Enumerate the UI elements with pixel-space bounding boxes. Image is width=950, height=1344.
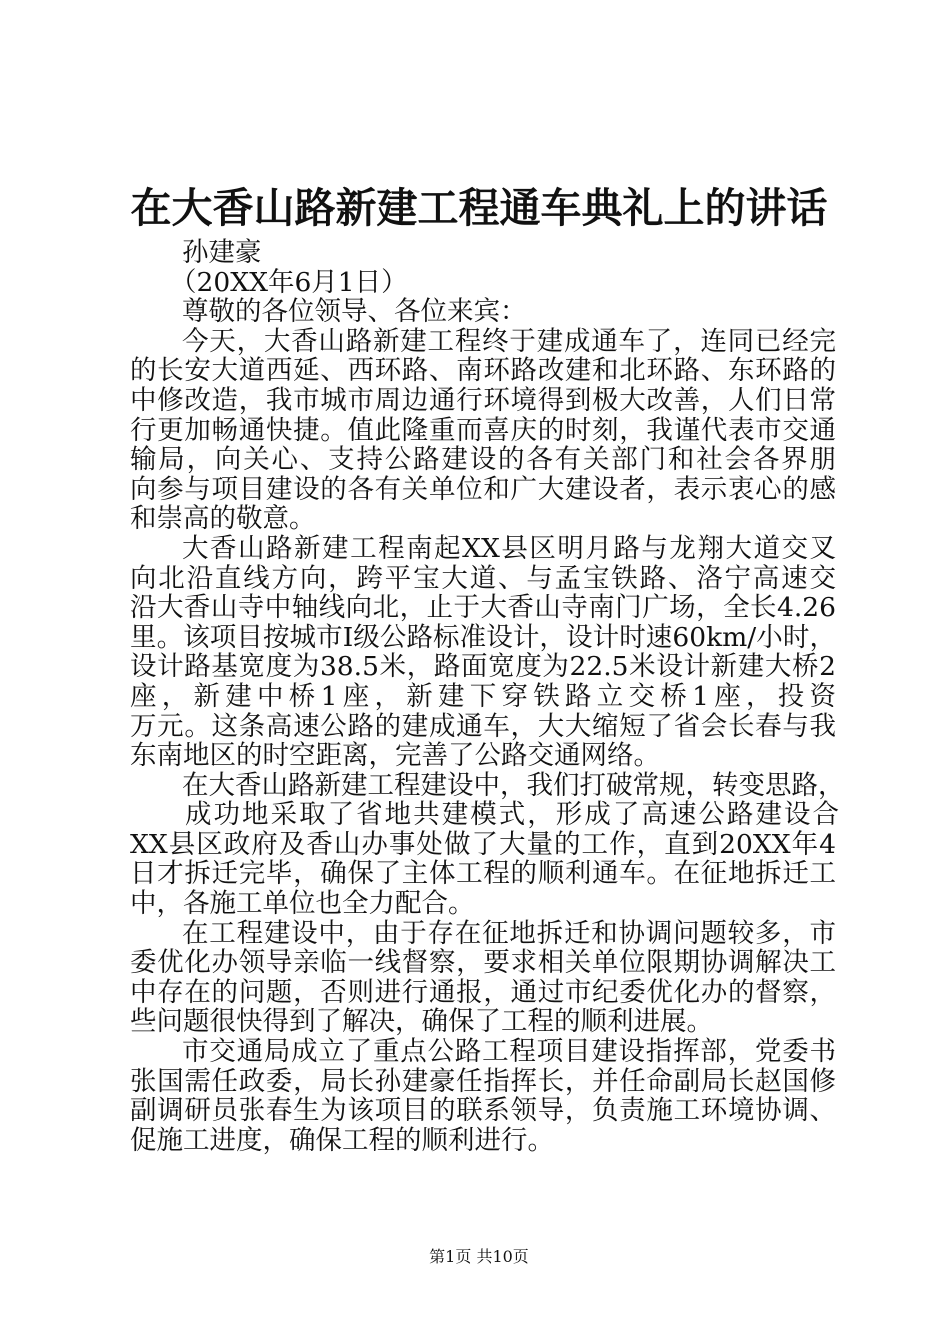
author: 孙建豪 [182, 237, 262, 268]
paragraph-line: 座，新建中桥1座，新建下穿铁路立交桥1座，投资 [130, 681, 836, 712]
paragraph-line: 向北沿直线方向，跨平宝大道、与孟宝铁路、洛宁高速交 [130, 563, 836, 594]
paragraph-line: 中，各施工单位也全力配合。 [130, 888, 475, 920]
date: （20XX年6月1日） [170, 266, 408, 298]
paragraph-line: 设计路基宽度为38.5米，路面宽度为22.5米设计新建大桥2 [130, 652, 836, 682]
salutation: 尊敬的各位领导、各位来宾： [182, 296, 527, 328]
paragraph [130, 1037, 836, 1155]
paragraph-line: 在工程建设中，由于存在征地拆迁和协调问题较多，市 [182, 918, 836, 949]
paragraph-line: 副调研员张春生为该项目的联系领导，负责施工环境协调、 [130, 1096, 836, 1126]
paragraph-line: XX县区政府及香山办事处做了大量的工作，直到20XX年4 [130, 829, 836, 860]
paragraph-line: 东南地区的时空距离，完善了公路交通网络。 [130, 740, 660, 772]
paragraph-line: 中存在的问题，否则进行通报，通过市纪委优化办的督察， [130, 977, 836, 1008]
paragraph [130, 919, 836, 1037]
paragraph-line: 向参与项目建设的各有关单位和广大建设者，表示衷心的感 [130, 474, 836, 505]
page-number: 第1页 共10页 [429, 1247, 529, 1266]
paragraph-line: 日才拆迁完毕，确保了主体工程的顺利通车。在征地拆迁工 [130, 859, 836, 890]
paragraph-line: 大香山路新建工程南起XX县区明月路与龙翔大道交叉 [182, 533, 836, 564]
document-body [130, 237, 845, 1156]
paragraph-line: 成功地采取了省地共建模式，形成了高速公路建设合 [185, 800, 839, 830]
paragraph-line: 委优化办领导亲临一线督察，要求相关单位限期协调解决工 [130, 948, 836, 978]
document-title: 在大香山路新建工程通车典礼上的讲话 [130, 184, 828, 232]
paragraph-line: 促施工进度，确保工程的顺利进行。 [130, 1124, 554, 1156]
paragraph-line: 沿大香山寺中轴线向北，止于大香山寺南门广场，全长4.26 [130, 593, 836, 623]
paragraph-line: 中修改造，我市城市周边通行环境得到极大改善，人们日常 [130, 385, 836, 416]
paragraph-line: 今天，大香山路新建工程终于建成通车了，连同已经完 [182, 326, 836, 357]
paragraph [130, 534, 836, 771]
paragraph-line: 些问题很快得到了解决，确保了工程的顺利进展。 [130, 1006, 713, 1038]
paragraph-line: 里。该项目按城市Ⅰ级公路标准设计，设计时速60km/小时， [130, 622, 836, 653]
paragraph-line: 市交通局成立了重点公路工程项目建设指挥部，党委书 [182, 1037, 836, 1067]
paragraph-line: 输局，向关心、支持公路建设的各有关部门和社会各界朋 [130, 445, 836, 475]
paragraph [130, 327, 836, 534]
paragraph-line: 和崇高的敬意。 [130, 503, 316, 535]
paragraph [130, 800, 839, 920]
paragraph [130, 769, 845, 801]
paragraph-line: 的长安大道西延、西环路、南环路改建和北环路、东环路的 [130, 356, 836, 386]
paragraph-line: 张国需任政委，局长孙建豪任指挥长，并任命副局长赵国修 [130, 1066, 836, 1097]
paragraph-line: 万元。这条高速公路的建成通车，大大缩短了省会长春与我 [130, 711, 836, 742]
paragraph-line: 行更加畅通快捷。值此隆重而喜庆的时刻，我谨代表市交通 [130, 415, 836, 446]
paragraph-line: 在大香山路新建工程建设中，我们打破常规，转变思路， [182, 769, 845, 801]
